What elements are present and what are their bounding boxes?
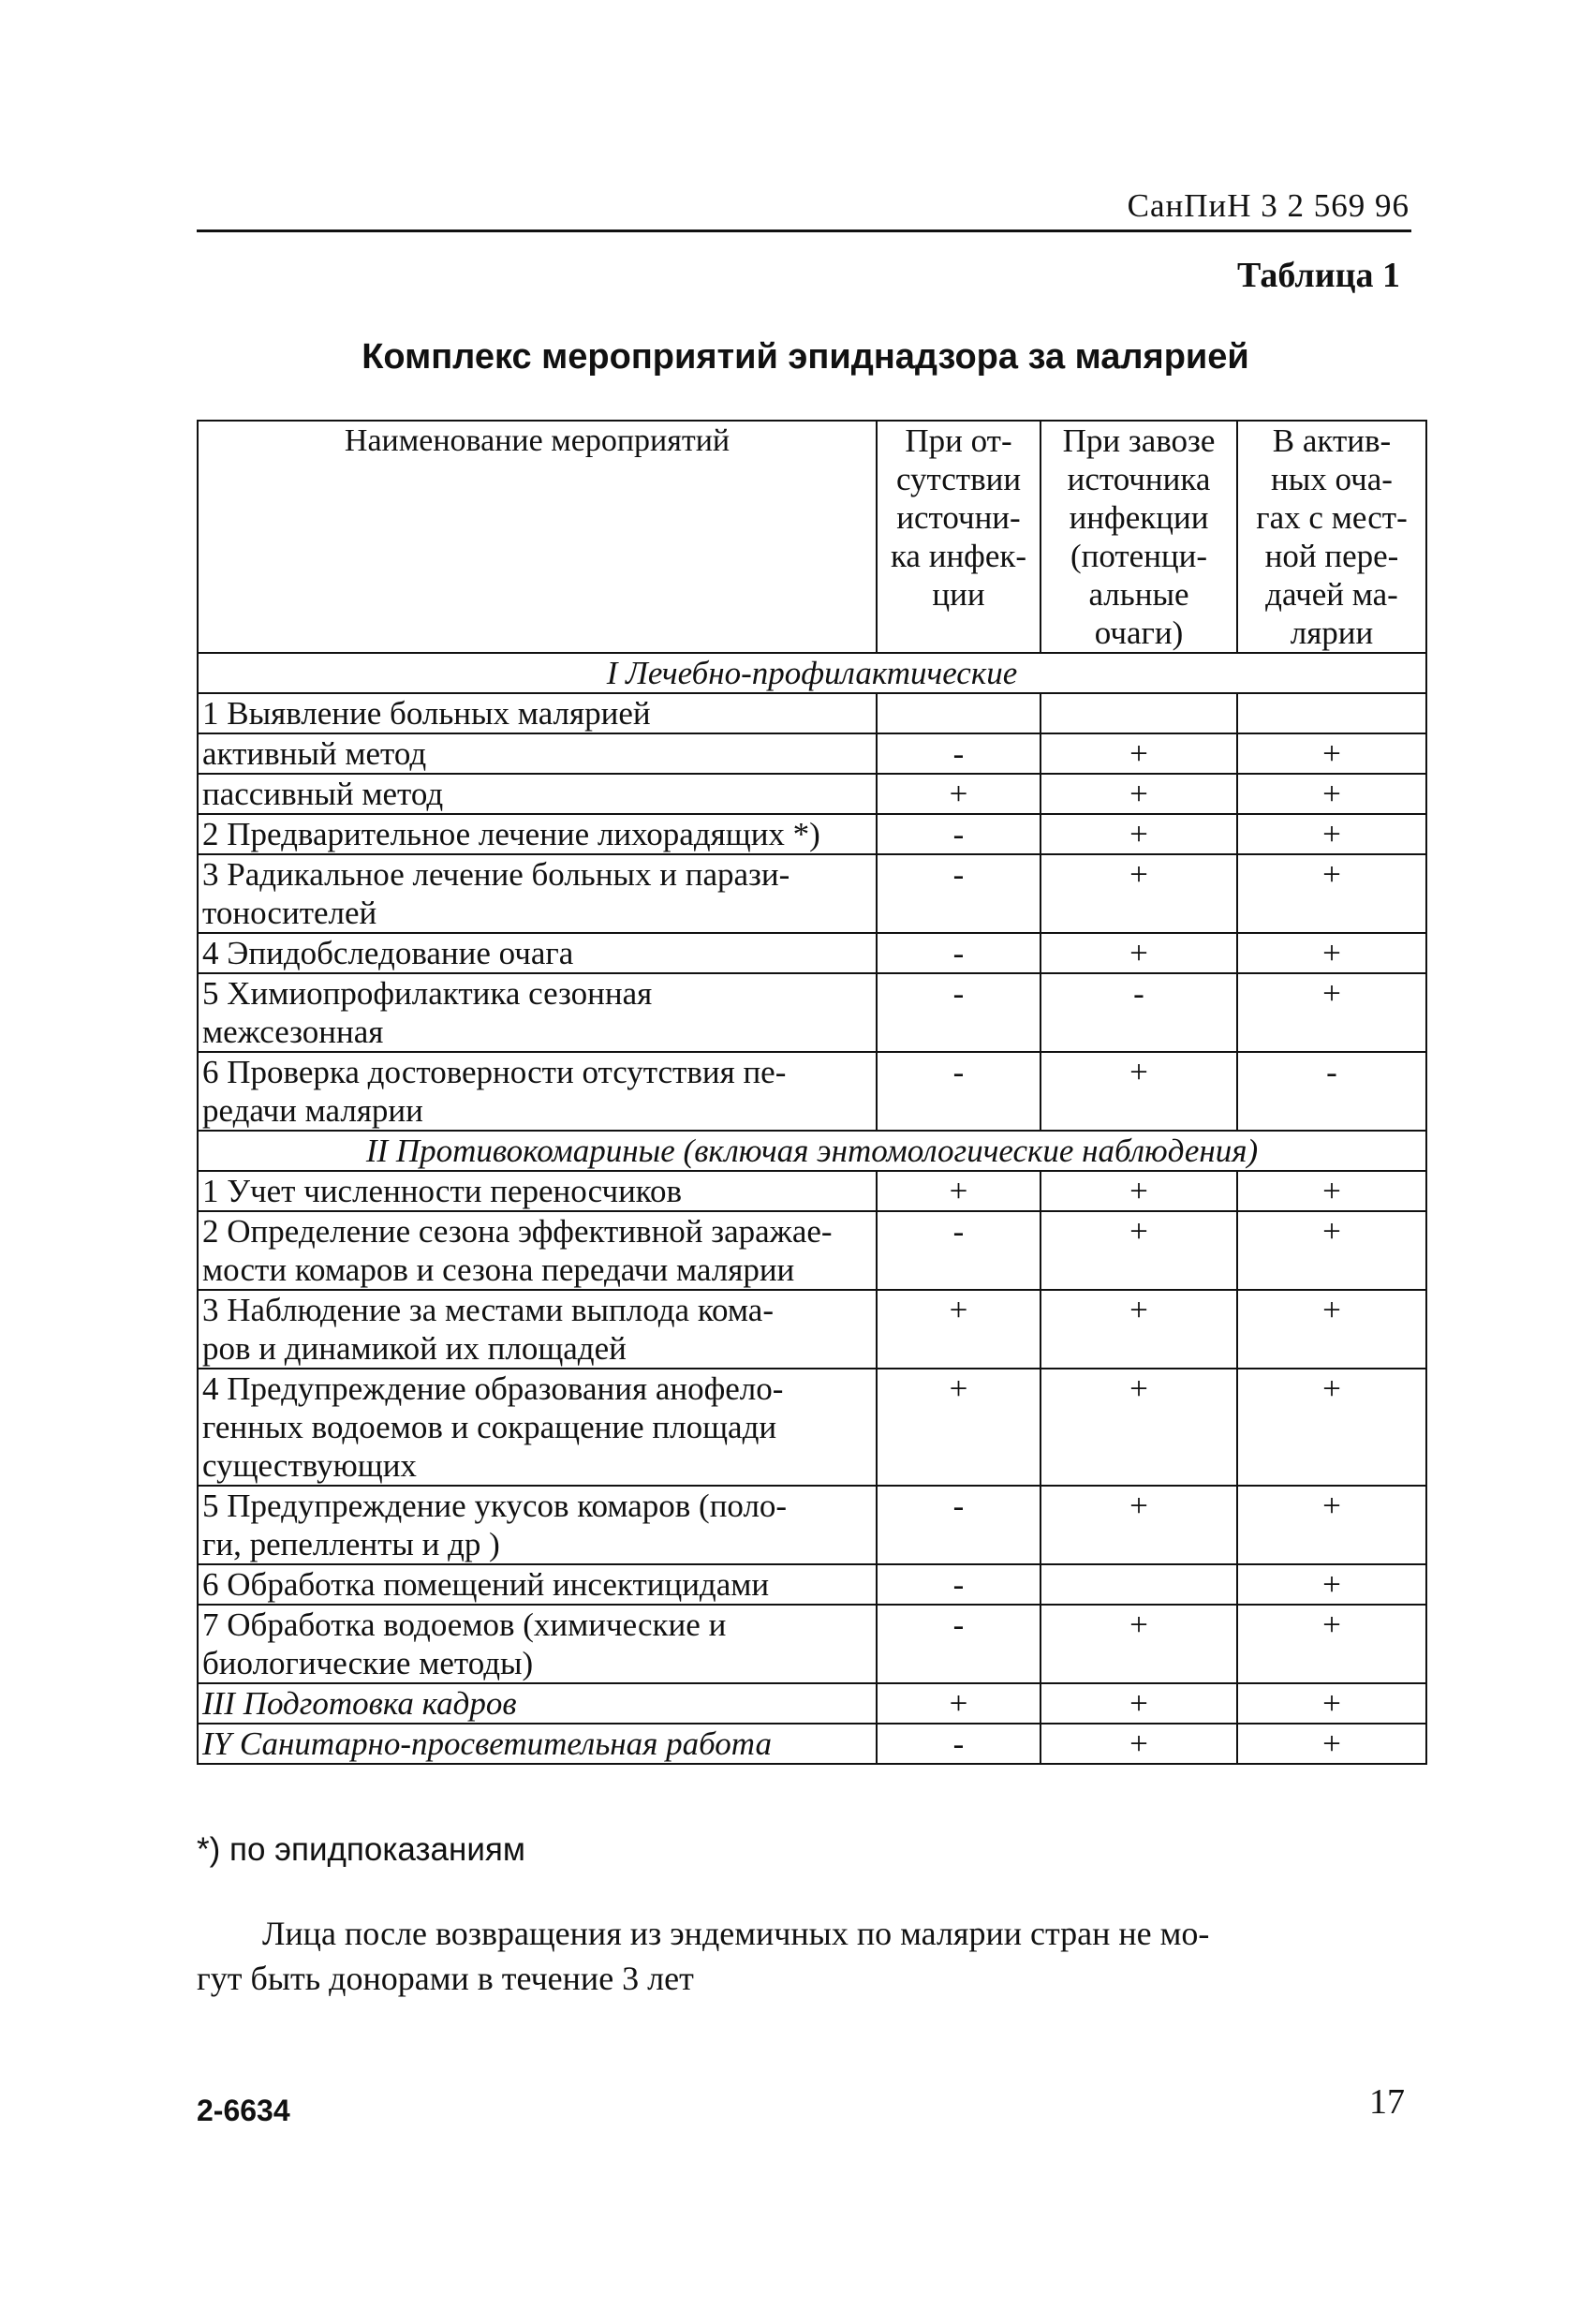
mark-imported-source: + (1041, 1052, 1237, 1131)
mark-imported-source: + (1041, 1369, 1237, 1486)
measure-name: IY Санитарно-просветительная работа (198, 1724, 877, 1764)
measure-name: 5 Химиопрофилактика сезонная межсезонная (198, 973, 877, 1052)
table-row (198, 1564, 1426, 1605)
mark-imported-source: + (1041, 933, 1237, 973)
mark-no-source (877, 693, 1041, 733)
mark-active-foci: + (1237, 1724, 1426, 1764)
table-label: Таблица 1 (1236, 256, 1400, 295)
mark-imported-source: - (1041, 973, 1237, 1052)
section-row (198, 1131, 1426, 1171)
mark-active-foci: + (1237, 774, 1426, 814)
mark-imported-source: + (1041, 1724, 1237, 1764)
measure-name: 1 Учет численности переносчиков (198, 1171, 877, 1211)
mark-active-foci: + (1237, 733, 1426, 774)
table-row (198, 1052, 1426, 1131)
mark-no-source: - (877, 1486, 1041, 1564)
measure-name: 1 Выявление больных малярией (198, 693, 877, 733)
mark-no-source: - (877, 1724, 1041, 1764)
mark-no-source: - (877, 1564, 1041, 1605)
measure-name: 5 Предупреждение укусов комаров (поло- ги, репелленты и др ) (198, 1486, 877, 1564)
table-row (198, 1369, 1426, 1486)
table-row (198, 733, 1426, 774)
mark-no-source: + (877, 1369, 1041, 1486)
mark-active-foci: + (1237, 1369, 1426, 1486)
table-row (198, 1290, 1426, 1369)
measure-name: 2 Предварительное лечение лихорадящих *) (198, 814, 877, 854)
mark-active-foci: + (1237, 814, 1426, 854)
mark-no-source: + (877, 774, 1041, 814)
table-row (198, 973, 1426, 1052)
page-number: 17 (1369, 2082, 1405, 2122)
table-row (198, 1486, 1426, 1564)
mark-no-source: - (877, 814, 1041, 854)
footnote: *) по эпидпоказаниям (197, 1831, 525, 1868)
table-row (198, 693, 1426, 733)
table-header-row (198, 421, 1426, 653)
section-row (198, 653, 1426, 693)
table-row (198, 1683, 1426, 1724)
mark-active-foci: + (1237, 933, 1426, 973)
mark-imported-source: + (1041, 1486, 1237, 1564)
mark-no-source: - (877, 1052, 1041, 1131)
table-row (198, 933, 1426, 973)
mark-imported-source: + (1041, 1683, 1237, 1724)
section-title: I Лечебно-профилактические (198, 653, 1426, 693)
table-row (198, 1724, 1426, 1764)
mark-active-foci: + (1237, 1683, 1426, 1724)
mark-no-source: - (877, 733, 1041, 774)
header-active-foci: В актив- ных оча- гах с мест- ной пере- дачей ма- лярии (1237, 421, 1426, 653)
mark-imported-source: + (1041, 774, 1237, 814)
mark-imported-source: + (1041, 814, 1237, 854)
measure-name: 7 Обработка водоемов (химические и биологические методы) (198, 1605, 877, 1683)
mark-imported-source: + (1041, 1211, 1237, 1290)
mark-imported-source: + (1041, 733, 1237, 774)
table-row (198, 774, 1426, 814)
mark-imported-source (1041, 1564, 1237, 1605)
mark-imported-source: + (1041, 1605, 1237, 1683)
table-row (198, 1211, 1426, 1290)
mark-imported-source: + (1041, 1171, 1237, 1211)
measure-name: 3 Радикальное лечение больных и парази- тоносителей (198, 854, 877, 933)
measure-name: 3 Наблюдение за местами выплода кома- ров и динамикой их площадей (198, 1290, 877, 1369)
mark-active-foci (1237, 693, 1426, 733)
measure-name: 4 Эпидобследование очага (198, 933, 877, 973)
mark-active-foci: + (1237, 1171, 1426, 1211)
table-body (198, 653, 1426, 1764)
measure-name: 6 Обработка помещений инсектицидами (198, 1564, 877, 1605)
measure-name: пассивный метод (198, 774, 877, 814)
mark-no-source: - (877, 1211, 1041, 1290)
mark-active-foci: + (1237, 1290, 1426, 1369)
mark-no-source: + (877, 1171, 1041, 1211)
mark-no-source: - (877, 933, 1041, 973)
mark-active-foci: - (1237, 1052, 1426, 1131)
mark-no-source: - (877, 1605, 1041, 1683)
measure-name: 4 Предупреждение образования анофело- генных водоемов и сокращение площади существующих (198, 1369, 877, 1486)
table-row (198, 814, 1426, 854)
mark-imported-source: + (1041, 854, 1237, 933)
measure-name: 6 Проверка достоверности отсутствия пе- редачи малярии (198, 1052, 877, 1131)
measure-name: активный метод (198, 733, 877, 774)
print-code: 2-6634 (197, 2094, 290, 2127)
table-row (198, 1605, 1426, 1683)
mark-active-foci: + (1237, 1211, 1426, 1290)
header-no-source: При от- сутствии источни- ка инфек- ции (877, 421, 1041, 653)
measures-table (197, 420, 1427, 1765)
mark-active-foci: + (1237, 1605, 1426, 1683)
mark-active-foci: + (1237, 973, 1426, 1052)
header-imported-source: При завозе источника инфекции (потенци- альные очаги) (1041, 421, 1237, 653)
mark-no-source: - (877, 973, 1041, 1052)
header-rule (197, 229, 1411, 232)
measure-name: III Подготовка кадров (198, 1683, 877, 1724)
section-title: II Противокомариные (включая энтомологические наблюдения) (198, 1131, 1426, 1171)
body-paragraph: Лица после возвращения из эндемичных по малярии стран не мо- гут быть донорами в течение 3 лет (197, 1915, 1210, 1997)
mark-imported-source: + (1041, 1290, 1237, 1369)
mark-no-source: + (877, 1683, 1041, 1724)
header-measure-name: Наименование мероприятий (198, 421, 877, 653)
mark-no-source: + (877, 1290, 1041, 1369)
table-row (198, 1171, 1426, 1211)
measure-name: 2 Определение сезона эффективной заражае- мости комаров и сезона передачи малярии (198, 1211, 877, 1290)
mark-no-source: - (877, 854, 1041, 933)
mark-active-foci: + (1237, 1564, 1426, 1605)
table-row (198, 854, 1426, 933)
table-title: Комплекс мероприятий эпиднадзора за малярией (362, 337, 1249, 377)
mark-imported-source (1041, 693, 1237, 733)
document-code: СанПиН 3 2 569 96 (1127, 187, 1410, 224)
mark-active-foci: + (1237, 1486, 1426, 1564)
mark-active-foci: + (1237, 854, 1426, 933)
